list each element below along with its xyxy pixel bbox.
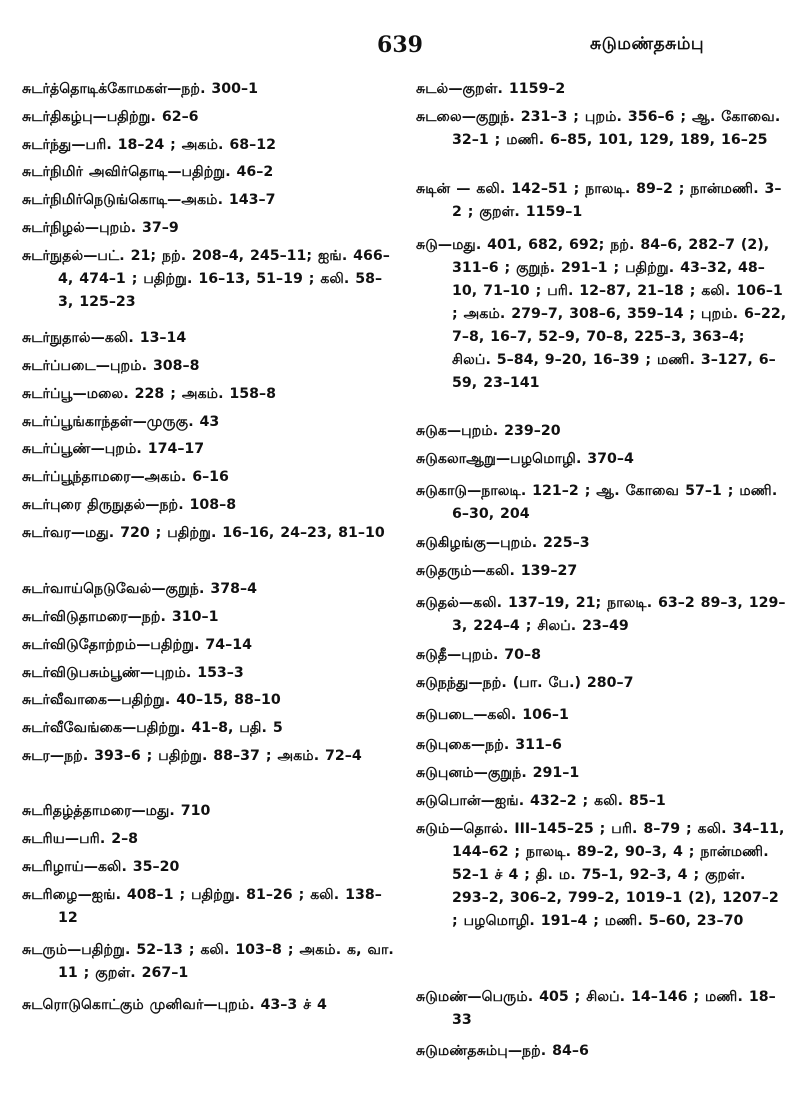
index-entry: சுடுதரும்—கலி. 139–27 bbox=[416, 563, 578, 579]
index-entry: சுடர்நிமிர்நெடுங்கொடி—அகம். 143–7 bbox=[22, 192, 276, 208]
index-entry: சுடர்புரை திருநுதல்—நற். 108–8 bbox=[22, 497, 237, 513]
index-entry: சுடர—நற். 393–6 ; பதிற்று. 88–37 ; அகம். 72–4 bbox=[22, 748, 362, 764]
index-entry: சுடர்ந்து—பரி. 18–24 ; அகம். 68–12 bbox=[22, 137, 276, 153]
index-entry: சுடல்—குறள். 1159–2 bbox=[416, 81, 566, 97]
index-entry: சுடர்விடுதாமரை—நற். 310–1 bbox=[22, 609, 219, 625]
index-entry: சுடர்ப்பூண்—புறம். 174–17 bbox=[22, 441, 205, 457]
index-entry: சுடுபடை—கலி. 106–1 bbox=[416, 707, 569, 723]
index-entry: சுடுமண்தசும்பு—நற். 84–6 bbox=[416, 1043, 589, 1059]
index-entry: சுடர்வீவாகை—பதிற்று. 40–15, 88–10 bbox=[22, 692, 281, 708]
index-entry: சுடுகாடு—நாலடி. 121–2 ; ஆ. கோவை 57–1 ; மணி. 6–30, 204 bbox=[416, 483, 778, 522]
index-entry: சுடரொடுகொட்கும் முனிவர்—புறம். 43–3 ச் 4 bbox=[22, 997, 327, 1013]
index-entry: சுடுபொன்—ஐங். 432–2 ; கலி. 85–1 bbox=[416, 793, 666, 809]
index-entry: சுடுதீ—புறம். 70–8 bbox=[416, 647, 542, 663]
index-entry: சுடர்நுதல்—பட். 21; நற். 208–4, 245–11; ஐங். 466–4, 474–1 ; பதிற்று. 16–13, 51–19 ; கலி. 58–3, 125–23 bbox=[22, 248, 390, 310]
index-entry: சுடரிழை—ஐங். 408–1 ; பதிற்று. 81–26 ; கலி. 138–12 bbox=[22, 887, 382, 926]
index-entry: சுடரும்—பதிற்று. 52–13 ; கலி. 103–8 ; அகம். க, வா. 11 ; குறள். 267–1 bbox=[22, 942, 394, 981]
index-entry: சுடரிழாய்—கலி. 35–20 bbox=[22, 859, 180, 875]
index-entry: சுடர்நிமிர் அவிர்தொடி—பதிற்று. 46–2 bbox=[22, 164, 274, 180]
index-entry: சுடர்ப்பூந்தாமரை—அகம். 6–16 bbox=[22, 469, 229, 485]
index-entry: சுடு—மது. 401, 682, 692; நற். 84–6, 282–7 (2), 311–6 ; குறுந். 291–1 ; பதிற்று. 43–32, 48–10, 71–10 ; பரி. 12–87, 21–18 ; கலி. 106–1 ; அகம். 279–7, 308–6, 359–14 ; புறம். 6–22, 7–8, 16–7, 52–9, 70–8, 225–3, 363–4; சிலப். 5–84, 9–20, 16–39 ; மணி. 3–127, 6–59, 23–141 bbox=[416, 237, 787, 391]
index-entry: சுடர்ப்பூங்காந்தள்—முருகு. 43 bbox=[22, 414, 220, 430]
index-entry: சுடரிதழ்த்தாமரை—மது. 710 bbox=[22, 803, 211, 819]
index-entry: சுடர்வர—மது. 720 ; பதிற்று. 16–16, 24–23, 81–10 bbox=[22, 525, 385, 541]
index-entry: சுடர்திகழ்பு—பதிற்று. 62–6 bbox=[22, 109, 199, 125]
index-entry: சுடர்விடுபசும்பூண்—புறம். 153–3 bbox=[22, 665, 244, 681]
index-entry: சுடுபுகை—நற். 311–6 bbox=[416, 737, 562, 753]
index-entry: சுடும்—தொல். III–145–25 ; பரி. 8–79 ; கலி. 34–11, 144–62 ; நாலடி. 89–2, 90–3, 4 ; நான்மணி. 52–1 ச் 4 ; தி. ம. 75–1, 92–3, 4 ; குறள். 293–2, 306–2, 799–2, 1019–1 (2), 1207–2 ; பழமொழி. 191–4 ; மணி. 5–60, 23–70 bbox=[416, 821, 785, 929]
index-entry: சுடின் — கலி. 142–51 ; நாலடி. 89–2 ; நான்மணி. 3–2 ; குறள். 1159–1 bbox=[416, 181, 782, 220]
running-head: சுடுமண்தசும்பு bbox=[590, 34, 705, 54]
index-entry: சுடர்வீவேங்கை—பதிற்று. 41–8, பதி. 5 bbox=[22, 720, 283, 736]
index-entry: சுடர்ப்பூ—மலை. 228 ; அகம். 158–8 bbox=[22, 386, 276, 402]
index-entry: சுடர்நுதால்—கலி. 13–14 bbox=[22, 330, 187, 346]
index-entry: சுடர்ப்படை—புறம். 308–8 bbox=[22, 358, 200, 374]
page-number: 639 bbox=[377, 32, 423, 58]
index-entry: சுடுகிழங்கு—புறம். 225–3 bbox=[416, 535, 590, 551]
index-entry: சுடர்நிழல்—புறம். 37–9 bbox=[22, 220, 179, 236]
index-entry: சுடரிய—பரி. 2–8 bbox=[22, 831, 139, 847]
index-entry: சுடுக—புறம். 239–20 bbox=[416, 423, 561, 439]
index-entry: சுடுமண்—பெரும். 405 ; சிலப். 14–146 ; மணி. 18–33 bbox=[416, 989, 776, 1028]
index-entry: சுடுதல்—கலி. 137–19, 21; நாலடி. 63–2 89–3, 129–3, 224–4 ; சிலப். 23–49 bbox=[416, 595, 786, 634]
index-entry: சுடலை—குறுந். 231–3 ; புறம். 356–6 ; ஆ. கோவை. 32–1 ; மணி. 6–85, 101, 129, 189, 16–25 bbox=[416, 109, 781, 148]
index-entry: சுடுநந்து—நற். (பா. பே.) 280–7 bbox=[416, 675, 634, 691]
index-entry: சுடுபுனம்—குறுந். 291–1 bbox=[416, 765, 580, 781]
index-entry: சுடர்விடுதோற்றம்—பதிற்று. 74–14 bbox=[22, 637, 253, 653]
index-entry: சுடுகலாஆறு—பழமொழி. 370–4 bbox=[416, 451, 634, 467]
index-entry: சுடர்த்தொடிக்கோமகள்—நற். 300–1 bbox=[22, 81, 258, 97]
index-entry: சுடர்வாய்நெடுவேல்—குறுந். 378–4 bbox=[22, 581, 257, 597]
